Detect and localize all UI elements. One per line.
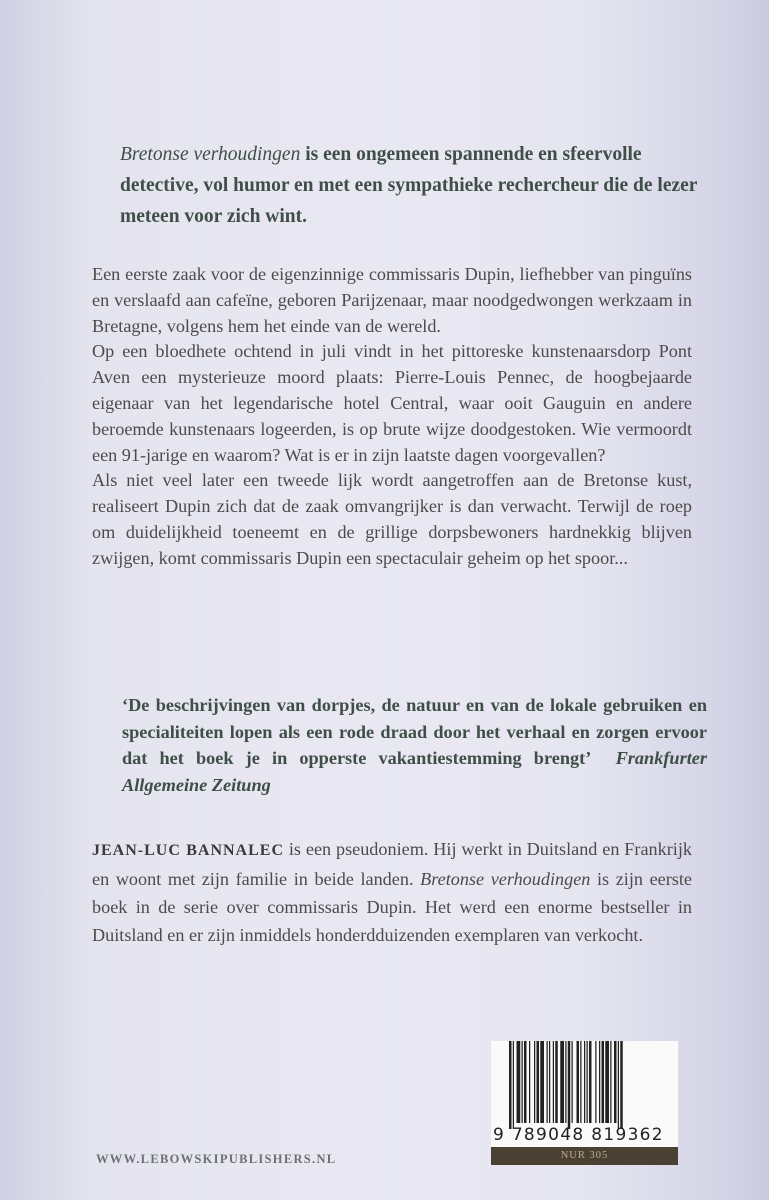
- barcode-bar: [602, 1041, 605, 1123]
- barcode-bar: [595, 1041, 596, 1123]
- synopsis-paragraph: Als niet veel later een tweede lijk wordt aangetroffen aan de Bretonse kust, realiseert Dupin zich dat de zaak omvangrijker is dan verwacht. Terwijl de roep om duidelijkheid toeneemt en de grillige dorpsbewoners hardnekkig blijven zwijgen, komt commissaris Dupin een spectaculair geheim op het spoor...: [92, 470, 692, 568]
- barcode-bar: [565, 1041, 566, 1123]
- book-title-italic: Bretonse verhoudingen: [420, 869, 591, 889]
- author-name: JEAN-LUC BANNALEC: [92, 842, 284, 859]
- barcode-bar: [509, 1041, 512, 1129]
- publisher-url: WWW.LEBOWSKIPUBLISHERS.NL: [96, 1152, 337, 1166]
- barcode-bar: [614, 1041, 617, 1123]
- barcode-bar: [605, 1041, 609, 1123]
- barcode-bar: [599, 1041, 600, 1123]
- barcode-bar: [513, 1041, 514, 1129]
- barcode-bar: [620, 1041, 623, 1129]
- barcode-bar: [572, 1041, 573, 1123]
- synopsis-paragraph: Een eerste zaak voor de eigenzinnige commissaris Dupin, liefhebber van pinguïns en verslaafd aan cafeïne, geboren Parijzenaar, maar noodgedwongen werkzaam in Bretagne, volgens hem het einde van de wereld.: [92, 264, 692, 336]
- barcode-bar: [517, 1041, 521, 1123]
- barcode-bar: [553, 1041, 554, 1123]
- isbn-digits: 9 789048 819362: [493, 1125, 664, 1145]
- barcode-bar: [618, 1041, 619, 1129]
- barcode-bar: [577, 1041, 580, 1123]
- author-bio: [92, 835, 692, 949]
- barcode-bar: [584, 1041, 585, 1123]
- barcode-bar: [529, 1041, 530, 1123]
- barcode-bar: [547, 1041, 548, 1123]
- barcode-bar: [549, 1041, 550, 1123]
- review-quote-text: ‘De beschrijvingen van dorpjes, de natuur en van de lokale gebruiken en specialiteiten lopen als een rode draad door het verhaal en zorgen ervoor dat het boek je in opperste vakantiestemming brengt’: [122, 695, 707, 768]
- barcode-bar: [560, 1041, 564, 1123]
- author-bio-text: is zijn eerste boek in de serie over commissaris Dupin. Het werd een enorme bestseller in Duitsland en er zijn inmiddels honderdduizenden exemplaren van verkocht.: [92, 869, 693, 945]
- synopsis: [92, 262, 692, 572]
- isbn-barcode: [491, 1041, 678, 1147]
- barcode-bar: [589, 1041, 592, 1123]
- barcode-bar: [537, 1041, 540, 1123]
- barcode-bars-icon: [509, 1041, 663, 1129]
- barcode-bar: [524, 1041, 527, 1123]
- review-source: Frankfurter Allgemeine Zeitung: [122, 748, 708, 795]
- barcode-bar: [534, 1041, 535, 1123]
- tagline: [120, 139, 720, 232]
- barcode-bar: [540, 1041, 544, 1123]
- synopsis-paragraph: Op een bloedhete ochtend in juli vindt in het pittoreske kunstenaarsdorp Pont Aven een mysterieuze moord plaats: Pierre-Louis Pennec, de hoogbejaarde eigenaar van het legendarische hotel Central, waar ooit Gauguin en andere beroemde kunstenaars logeerden, is op brute wijze doodgestoken. Wie vermoordt een 91-jarige en waarom? Wat is er in zijn laatste dagen voorgevallen?: [92, 341, 692, 465]
- barcode-bar: [587, 1041, 588, 1123]
- barcode-bar: [568, 1041, 571, 1129]
- nur-code: NUR 305: [491, 1147, 678, 1165]
- barcode-bar: [555, 1041, 558, 1123]
- barcode-bar: [580, 1041, 581, 1123]
- barcode-bar: [610, 1041, 611, 1123]
- book-title-italic: Bretonse verhoudingen: [120, 144, 301, 165]
- author-bio-text: is een pseudoniem. Hij werkt in Duitsland en Frankrijk en woont met zijn familie in beide landen.: [92, 839, 692, 889]
- tagline-text: is een ongemeen spannende en sfeervolle detective, vol humor en met een sympathieke rechercheur die de lezer meteen voor zich wint.: [120, 144, 698, 227]
- barcode-bar: [522, 1041, 523, 1123]
- review-quote: [122, 692, 707, 798]
